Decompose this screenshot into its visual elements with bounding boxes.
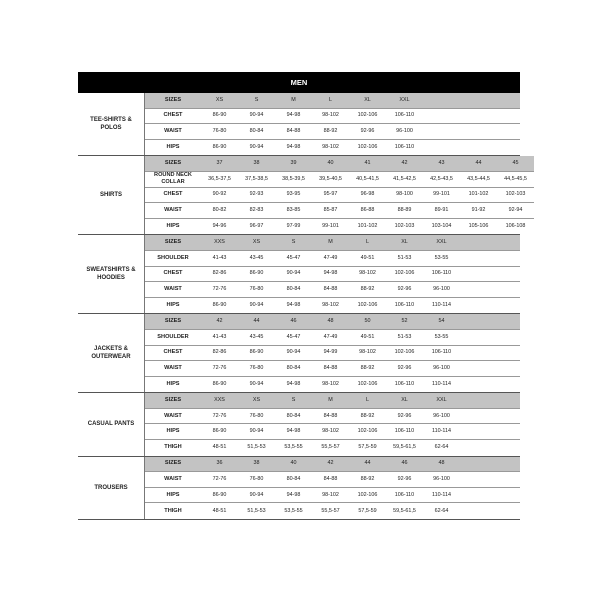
value-cell: 51,5-53 bbox=[247, 444, 266, 451]
value-cell: 86-90 bbox=[212, 491, 227, 498]
value-cell: 93-95 bbox=[286, 191, 301, 198]
row-label: HIPS bbox=[166, 380, 180, 387]
size-cell: XXL bbox=[436, 397, 447, 404]
value-cell: 102-106 bbox=[394, 349, 415, 356]
value-cell: 90-94 bbox=[249, 380, 264, 387]
size-cell: 45 bbox=[512, 160, 519, 167]
measurement-row bbox=[145, 298, 520, 314]
value-cell: 80-84 bbox=[286, 285, 301, 292]
size-cell: XS bbox=[215, 96, 224, 103]
size-cell: 44 bbox=[475, 160, 482, 167]
value-cell: 90-92 bbox=[212, 191, 227, 198]
row-label: CHEST bbox=[163, 191, 183, 198]
size-cell: 38 bbox=[253, 460, 260, 467]
row-label: THIGH bbox=[164, 444, 182, 451]
value-cell: 57,5-59 bbox=[358, 507, 377, 514]
value-cell: 90-94 bbox=[286, 349, 301, 356]
value-cell: 82-86 bbox=[212, 349, 227, 356]
row-label: CHEST bbox=[163, 349, 183, 356]
value-cell: 96-97 bbox=[249, 223, 264, 230]
measurement-row bbox=[145, 140, 520, 156]
size-cell: 43 bbox=[438, 160, 445, 167]
value-cell: 106-110 bbox=[431, 349, 452, 356]
sizes-header-row bbox=[145, 93, 520, 109]
size-cell: XXL bbox=[436, 239, 447, 246]
value-cell: 92-96 bbox=[360, 127, 375, 134]
value-cell: 90-94 bbox=[286, 270, 301, 277]
size-cell: XXS bbox=[214, 397, 225, 404]
value-cell: 105-106 bbox=[468, 223, 489, 230]
value-cell: 39,5-40,5 bbox=[319, 175, 342, 182]
size-section bbox=[78, 156, 527, 235]
row-label: HIPS bbox=[166, 302, 180, 309]
value-cell: 84-88 bbox=[323, 285, 338, 292]
value-cell: 88-92 bbox=[360, 364, 375, 371]
value-cell: 88-92 bbox=[323, 127, 338, 134]
value-cell: 106-110 bbox=[394, 112, 415, 119]
row-label: SIZES bbox=[164, 160, 182, 167]
row-label: CHEST bbox=[163, 112, 183, 119]
measurement-row bbox=[145, 409, 520, 425]
value-cell: 94-96 bbox=[212, 223, 227, 230]
value-cell: 99-101 bbox=[433, 191, 450, 198]
value-cell: 102-106 bbox=[357, 380, 378, 387]
value-cell: 51-53 bbox=[397, 254, 412, 261]
value-cell: 88-92 bbox=[360, 412, 375, 419]
measurement-row bbox=[145, 330, 520, 346]
row-label: SHOULDER bbox=[157, 333, 189, 340]
value-cell: 43,5-44,5 bbox=[467, 175, 490, 182]
sizes-header-row bbox=[145, 457, 520, 473]
row-label: THIGH bbox=[164, 507, 182, 514]
measurement-row bbox=[145, 267, 520, 283]
size-cell: 41 bbox=[364, 160, 371, 167]
value-cell: 72-76 bbox=[212, 285, 227, 292]
row-label: SIZES bbox=[164, 239, 182, 246]
value-cell: 49-51 bbox=[360, 254, 375, 261]
measurement-row bbox=[145, 488, 520, 504]
value-cell: 86-90 bbox=[212, 380, 227, 387]
value-cell: 96-100 bbox=[433, 412, 450, 419]
value-cell: 76-80 bbox=[249, 285, 264, 292]
size-cell: 48 bbox=[327, 318, 334, 325]
row-label: HIPS bbox=[166, 491, 180, 498]
value-cell: 102-106 bbox=[357, 144, 378, 151]
value-cell: 80-84 bbox=[249, 127, 264, 134]
value-cell: 72-76 bbox=[212, 476, 227, 483]
category-label: CASUAL PANTS bbox=[78, 393, 145, 455]
sizes-header-row bbox=[145, 235, 520, 251]
category-label: TEE-SHIRTS & POLOS bbox=[78, 93, 145, 155]
row-label: SIZES bbox=[164, 460, 182, 467]
sizes-header-row bbox=[145, 314, 520, 330]
size-cell: 40 bbox=[327, 160, 334, 167]
size-cell: 44 bbox=[253, 318, 260, 325]
size-cell: XL bbox=[401, 397, 408, 404]
value-cell: 88-92 bbox=[360, 476, 375, 483]
value-cell: 98-102 bbox=[359, 270, 376, 277]
value-cell: 49-51 bbox=[360, 333, 375, 340]
measurement-row bbox=[145, 440, 520, 456]
value-cell: 43-45 bbox=[249, 254, 264, 261]
value-cell: 98-102 bbox=[322, 112, 339, 119]
size-section bbox=[78, 314, 520, 393]
value-cell: 44,5-45,5 bbox=[504, 175, 527, 182]
measurement-row bbox=[145, 172, 534, 188]
value-cell: 91-92 bbox=[471, 206, 486, 213]
value-cell: 41,5-42,5 bbox=[393, 175, 416, 182]
value-cell: 36,5-37,5 bbox=[208, 175, 231, 182]
size-rows bbox=[145, 93, 520, 155]
value-cell: 94-98 bbox=[323, 270, 338, 277]
size-cell: 37 bbox=[216, 160, 223, 167]
size-chart bbox=[78, 72, 527, 520]
measurement-row bbox=[145, 203, 534, 219]
value-cell: 98-102 bbox=[322, 144, 339, 151]
value-cell: 94-98 bbox=[286, 380, 301, 387]
size-cell: M bbox=[328, 397, 333, 404]
value-cell: 96-100 bbox=[433, 285, 450, 292]
value-cell: 41-43 bbox=[212, 333, 227, 340]
size-cell: XL bbox=[401, 239, 408, 246]
value-cell: 88-89 bbox=[397, 206, 412, 213]
measurement-row bbox=[145, 282, 520, 298]
value-cell: 53,5-55 bbox=[284, 507, 303, 514]
value-cell: 86-90 bbox=[249, 349, 264, 356]
value-cell: 102-103 bbox=[394, 223, 415, 230]
value-cell: 90-94 bbox=[249, 302, 264, 309]
value-cell: 90-94 bbox=[249, 112, 264, 119]
value-cell: 96-100 bbox=[433, 476, 450, 483]
value-cell: 102-106 bbox=[357, 491, 378, 498]
sizes-header-row bbox=[145, 156, 534, 172]
value-cell: 82-86 bbox=[212, 270, 227, 277]
value-cell: 103-104 bbox=[431, 223, 452, 230]
value-cell: 86-90 bbox=[249, 270, 264, 277]
value-cell: 94-98 bbox=[286, 428, 301, 435]
category-label: TROUSERS bbox=[78, 457, 145, 519]
value-cell: 106-110 bbox=[394, 428, 415, 435]
row-label: HIPS bbox=[166, 223, 180, 230]
value-cell: 80-82 bbox=[212, 206, 227, 213]
size-rows bbox=[145, 393, 520, 455]
value-cell: 102-106 bbox=[357, 302, 378, 309]
value-cell: 94-98 bbox=[286, 491, 301, 498]
value-cell: 110-114 bbox=[432, 491, 451, 498]
value-cell: 92-96 bbox=[397, 476, 412, 483]
value-cell: 84-88 bbox=[286, 127, 301, 134]
chart-title: MEN bbox=[78, 72, 520, 93]
value-cell: 76-80 bbox=[249, 412, 264, 419]
value-cell: 76-80 bbox=[212, 127, 227, 134]
row-label: WAIST bbox=[164, 364, 182, 371]
value-cell: 88-92 bbox=[360, 285, 375, 292]
value-cell: 84-88 bbox=[323, 476, 338, 483]
value-cell: 106-108 bbox=[505, 223, 526, 230]
value-cell: 38,5-39,5 bbox=[282, 175, 305, 182]
value-cell: 89-91 bbox=[434, 206, 449, 213]
value-cell: 55,5-57 bbox=[321, 507, 340, 514]
value-cell: 51-53 bbox=[397, 333, 412, 340]
value-cell: 48-51 bbox=[212, 507, 227, 514]
value-cell: 96-98 bbox=[360, 191, 375, 198]
size-cell: S bbox=[291, 397, 296, 404]
value-cell: 94-98 bbox=[286, 144, 301, 151]
size-cell: 40 bbox=[290, 460, 297, 467]
value-cell: 96-100 bbox=[433, 364, 450, 371]
value-cell: 53,5-55 bbox=[284, 444, 303, 451]
size-cell: XXS bbox=[214, 239, 225, 246]
row-label: ROUND NECK COLLAR bbox=[154, 172, 192, 186]
size-rows bbox=[145, 235, 520, 313]
size-rows bbox=[145, 156, 534, 234]
value-cell: 76-80 bbox=[249, 364, 264, 371]
size-cell: S bbox=[291, 239, 296, 246]
value-cell: 80-84 bbox=[286, 412, 301, 419]
size-cell: XXL bbox=[399, 96, 410, 103]
row-label: HIPS bbox=[166, 428, 180, 435]
size-cell: 50 bbox=[364, 318, 371, 325]
value-cell: 42,5-43,5 bbox=[430, 175, 453, 182]
value-cell: 47-49 bbox=[323, 254, 338, 261]
value-cell: 94-98 bbox=[286, 112, 301, 119]
value-cell: 92-93 bbox=[249, 191, 264, 198]
value-cell: 62-64 bbox=[434, 444, 449, 451]
value-cell: 86-90 bbox=[212, 428, 227, 435]
sizes-header-row bbox=[145, 393, 520, 409]
measurement-row bbox=[145, 251, 520, 267]
value-cell: 80-84 bbox=[286, 364, 301, 371]
measurement-row bbox=[145, 424, 520, 440]
size-cell: L bbox=[366, 397, 369, 404]
value-cell: 95-97 bbox=[323, 191, 338, 198]
value-cell: 86-90 bbox=[212, 112, 227, 119]
size-cell: 36 bbox=[216, 460, 223, 467]
value-cell: 110-114 bbox=[432, 302, 451, 309]
value-cell: 102-106 bbox=[357, 112, 378, 119]
size-cell: 42 bbox=[216, 318, 223, 325]
value-cell: 102-106 bbox=[394, 270, 415, 277]
row-label: WAIST bbox=[164, 476, 182, 483]
size-section bbox=[78, 93, 520, 156]
value-cell: 92-96 bbox=[397, 285, 412, 292]
value-cell: 45-47 bbox=[286, 254, 301, 261]
value-cell: 41-43 bbox=[212, 254, 227, 261]
size-cell: M bbox=[291, 96, 296, 103]
value-cell: 86-90 bbox=[212, 302, 227, 309]
value-cell: 51,5-53 bbox=[247, 507, 266, 514]
value-cell: 102-106 bbox=[357, 428, 378, 435]
value-cell: 94-98 bbox=[286, 302, 301, 309]
row-label: WAIST bbox=[164, 206, 182, 213]
measurement-row bbox=[145, 109, 520, 125]
value-cell: 90-94 bbox=[249, 491, 264, 498]
measurement-row bbox=[145, 124, 520, 140]
value-cell: 92-96 bbox=[397, 412, 412, 419]
measurement-row bbox=[145, 188, 534, 204]
measurement-row bbox=[145, 361, 520, 377]
size-sections bbox=[78, 93, 527, 520]
value-cell: 84-88 bbox=[323, 412, 338, 419]
row-label: SHOULDER bbox=[157, 254, 189, 261]
row-label: WAIST bbox=[164, 127, 182, 134]
size-rows bbox=[145, 314, 520, 392]
value-cell: 72-76 bbox=[212, 412, 227, 419]
size-rows bbox=[145, 457, 520, 519]
value-cell: 106-110 bbox=[394, 380, 415, 387]
row-label: WAIST bbox=[164, 285, 182, 292]
size-cell: 38 bbox=[253, 160, 260, 167]
measurement-row bbox=[145, 377, 520, 393]
value-cell: 106-110 bbox=[394, 491, 415, 498]
size-cell: 52 bbox=[401, 318, 408, 325]
value-cell: 90-94 bbox=[249, 428, 264, 435]
row-label: WAIST bbox=[164, 412, 182, 419]
size-cell: 42 bbox=[327, 460, 334, 467]
size-section bbox=[78, 457, 520, 520]
value-cell: 86-90 bbox=[212, 144, 227, 151]
size-cell: S bbox=[254, 96, 259, 103]
size-cell: 42 bbox=[401, 160, 408, 167]
value-cell: 37,5-38,5 bbox=[245, 175, 268, 182]
size-cell: XS bbox=[252, 239, 261, 246]
value-cell: 98-100 bbox=[396, 191, 413, 198]
row-label: SIZES bbox=[164, 96, 182, 103]
value-cell: 83-85 bbox=[286, 206, 301, 213]
measurement-row bbox=[145, 346, 520, 362]
value-cell: 85-87 bbox=[323, 206, 338, 213]
value-cell: 99-101 bbox=[322, 223, 339, 230]
value-cell: 40,5-41,5 bbox=[356, 175, 379, 182]
value-cell: 59,5-61,5 bbox=[393, 444, 416, 451]
value-cell: 43-45 bbox=[249, 333, 264, 340]
measurement-row bbox=[145, 472, 520, 488]
size-cell: M bbox=[328, 239, 333, 246]
measurement-row bbox=[145, 503, 520, 519]
value-cell: 53-55 bbox=[434, 254, 449, 261]
value-cell: 57,5-59 bbox=[358, 444, 377, 451]
value-cell: 106-110 bbox=[394, 144, 415, 151]
size-cell: L bbox=[329, 96, 332, 103]
value-cell: 45-47 bbox=[286, 333, 301, 340]
value-cell: 110-114 bbox=[432, 380, 451, 387]
value-cell: 92-94 bbox=[508, 206, 523, 213]
value-cell: 98-102 bbox=[359, 349, 376, 356]
value-cell: 86-88 bbox=[360, 206, 375, 213]
value-cell: 98-102 bbox=[322, 380, 339, 387]
value-cell: 62-64 bbox=[434, 507, 449, 514]
value-cell: 98-102 bbox=[322, 302, 339, 309]
value-cell: 82-83 bbox=[249, 206, 264, 213]
category-label: SHIRTS bbox=[78, 156, 145, 234]
value-cell: 84-88 bbox=[323, 364, 338, 371]
value-cell: 90-94 bbox=[249, 144, 264, 151]
value-cell: 53-55 bbox=[434, 333, 449, 340]
size-cell: XS bbox=[252, 397, 261, 404]
value-cell: 48-51 bbox=[212, 444, 227, 451]
measurement-row bbox=[145, 219, 534, 235]
row-label: SIZES bbox=[164, 318, 182, 325]
value-cell: 72-76 bbox=[212, 364, 227, 371]
value-cell: 110-114 bbox=[432, 428, 451, 435]
value-cell: 80-84 bbox=[286, 476, 301, 483]
size-cell: 54 bbox=[438, 318, 445, 325]
value-cell: 92-96 bbox=[397, 364, 412, 371]
value-cell: 76-80 bbox=[249, 476, 264, 483]
value-cell: 96-100 bbox=[396, 127, 413, 134]
value-cell: 98-102 bbox=[322, 428, 339, 435]
size-cell: 44 bbox=[364, 460, 371, 467]
size-cell: 48 bbox=[438, 460, 445, 467]
size-cell: 46 bbox=[290, 318, 297, 325]
value-cell: 59,5-61,5 bbox=[393, 507, 416, 514]
value-cell: 101-102 bbox=[468, 191, 489, 198]
value-cell: 98-102 bbox=[322, 491, 339, 498]
size-cell: L bbox=[366, 239, 369, 246]
value-cell: 47-49 bbox=[323, 333, 338, 340]
value-cell: 101-102 bbox=[357, 223, 378, 230]
value-cell: 106-110 bbox=[431, 270, 452, 277]
value-cell: 55,5-57 bbox=[321, 444, 340, 451]
value-cell: 97-99 bbox=[286, 223, 301, 230]
size-cell: 46 bbox=[401, 460, 408, 467]
category-label: JACKETS & OUTERWEAR bbox=[78, 314, 145, 392]
category-label: SWEATSHIRTS & HOODIES bbox=[78, 235, 145, 313]
value-cell: 102-103 bbox=[505, 191, 526, 198]
row-label: HIPS bbox=[166, 144, 180, 151]
row-label: SIZES bbox=[164, 397, 182, 404]
row-label: CHEST bbox=[163, 270, 183, 277]
size-cell: XL bbox=[364, 96, 371, 103]
size-section bbox=[78, 393, 520, 456]
size-cell: 39 bbox=[290, 160, 297, 167]
size-section bbox=[78, 235, 520, 314]
value-cell: 106-110 bbox=[394, 302, 415, 309]
value-cell: 94-99 bbox=[323, 349, 338, 356]
